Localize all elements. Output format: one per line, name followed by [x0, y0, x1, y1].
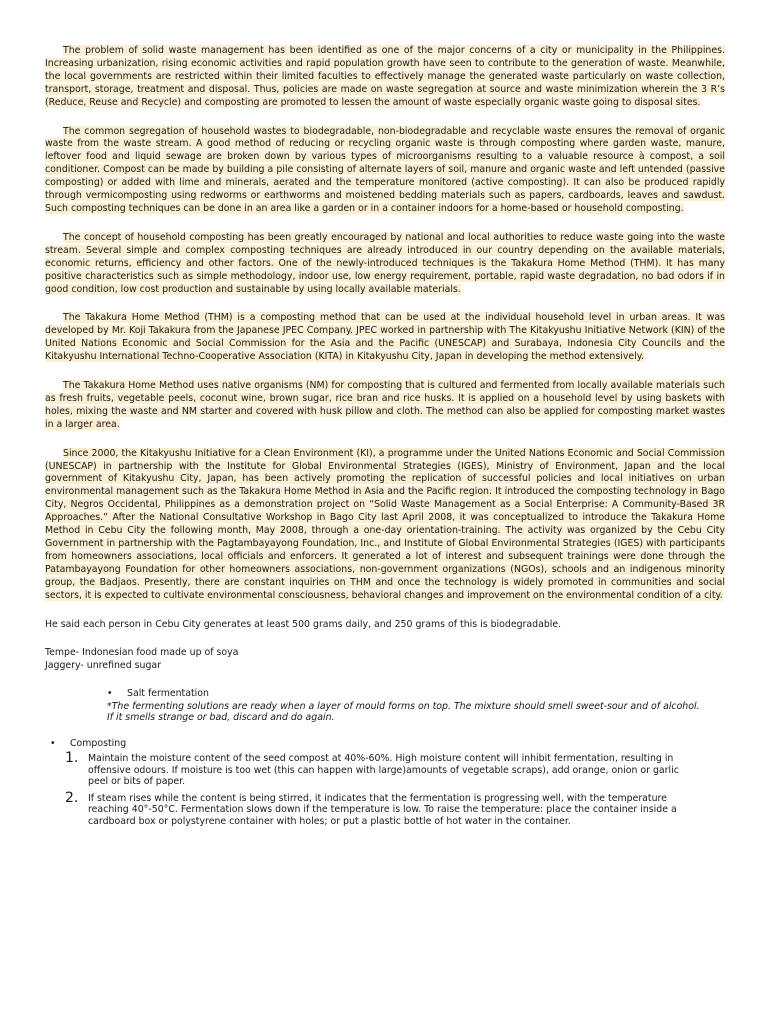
step-text: Maintain the moisture content of the seed compost at 40%-60%. High moisture content will inhibit fermentation, resulting in offensive odours. If moisture is too wet (this can happen with large)amounts of vegetable scraps), add orange, onion or garlic peel or bits of paper.	[88, 753, 679, 788]
document-page	[45, 45, 725, 832]
composting-section	[45, 738, 725, 751]
salt-fermentation-note: *The fermenting solutions are ready when a layer of mould forms on top. The mixture should smell sweet-sour and of alcohol. If it smells strange or bad, discard and do again.	[107, 700, 700, 724]
paragraph-household-composting	[45, 232, 725, 297]
bullet-icon: •	[50, 737, 56, 749]
bullet-icon: •	[107, 688, 113, 700]
salt-fermentation-title: Salt fermentation	[127, 688, 209, 700]
composting-title: Composting	[70, 737, 127, 749]
paragraph-text: The problem of solid waste management has been identified as one of the major concerns of a city or municipality in the Philippines. Increasing urbanization, rising economic activities and rapid population growth have seen to contribute to the generation of waste. Meanwhile, the local governments are restricted within their limited faculties to effectively manage the generated waste particularly on waste collection, transport, storage, treatment and disposal. Thus, policies are made on waste segregation at source and waste minimization wherein the 3 R’s (Reduce, Reuse and Recycle) and composting are promoted to lessen the amount of waste especially organic waste going to disposal sites.	[45, 45, 725, 108]
paragraph-waste-problem	[45, 45, 725, 110]
paragraph-native-organisms	[45, 380, 725, 432]
quote-cebu-waste: He said each person in Cebu City generates at least 500 grams daily, and 250 grams of this is biodegradable.	[45, 618, 562, 630]
salt-fermentation-section	[107, 688, 707, 724]
paragraph-takakura-origin	[45, 312, 725, 364]
paragraph-text: The Takakura Home Method uses native organisms (NM) for composting that is cultured and fermented from locally available materials such as fresh fruits, vegetable peels, coconut wine, brown sugar, rice bran and rice husks. It is applied on a household level by using baskets with holes, mixing the waste and NM starter and covered with husk pillow and cloth. The method can also be applied for composting market wastes in a larger area.	[45, 380, 725, 430]
paragraph-segregation	[45, 126, 725, 216]
step-number: 2.	[65, 789, 79, 806]
composting-step	[65, 789, 685, 828]
note-jaggery: Jaggery- unrefined sugar	[45, 659, 162, 671]
glossary-notes	[45, 647, 725, 672]
paragraph-text: The Takakura Home Method (THM) is a composting method that can be used at the individual household level in urban areas. It was developed by Mr. Koji Takakura from the Japanese JPEC Company. JPEC worked in partnership with The Kitakyushu Initiative Network (KIN) of the United Nations Economic and Social Commission for the Asia and the Pacific (UNESCAP) and Surabaya, Indonesia City Councils and the Kitakyushu International Techno-Cooperative Association (KITA) in Kitakyushu City, Japan in developing the method extensively.	[45, 312, 725, 363]
composting-step	[65, 750, 685, 788]
paragraph-text: Since 2000, the Kitakyushu Initiative for a Clean Environment (KI), a programme under the United Nations Economic and Social Commission (UNESCAP) in partnership with the Institute for Global Environmental Strategies (IGES), Ministry of Environment, Japan and the local government of Kitakyushu City, Japan, has been actively promoting the replication of successful policies and local initiatives on urban environmental management such as the Takakura Home Method in Asia and the Pacific region. It introduced the composting technology in Bago City, Negros Occidental, Philippines as a demonstration project on “Solid Waste Management as a Social Enterprise: A Community-Based 3R Approaches.” After the National Consultative Workshop in Bago City last April 2008, it was conceptualized to introduce the Takakura Home Method in Cebu City the following month, May 2008, through a one-day orientation-training. The activity was organized by the Cebu City Government in partnership with the Pagtambayayong Foundation, Inc., and Institute of Global Environmental Strategies (IGES) with participants from homeowners associations, local officials and enforcers. It generated a lot of interest and subsequent trainings were done through the Patambayayong Foundation for other homeowners associations, non-government organizations (NGOs), schools and an indigenous minority group, the Badjaos. Presently, there are constant inquiries on THM and once the technology is widely promoted in communities and social sectors, it is expected to cultivate environmental consciousness, behavioral changes and improvement on the environmental condition of a city.	[45, 447, 725, 601]
step-number: 1.	[65, 750, 79, 767]
composting-steps	[65, 750, 685, 827]
note-tempe: Tempe- Indonesian food made up of soya	[45, 647, 239, 659]
paragraph-kitakyushu-initiative	[45, 448, 725, 603]
paragraph-text: The concept of household composting has been greatly encouraged by national and local authorities to reduce waste going into the waste stream. Several simple and complex composting techniques are already introduced in our country depending on the available materials, economic returns, efficiency and other factors. One of the newly-introduced techniques is the Takakura Home Method (THM). It has many positive characteristics such as simple methodology, indoor use, low energy requirement, portable, rapid waste degradation, no bad odors if in good condition, low cost production and sustainable by using locally available materials.	[45, 231, 725, 295]
step-text: If steam rises while the content is being stirred, it indicates that the fermentation is progressing well, with the temperature reaching 40°-50°C. Fermentation slows down if the temperature is low. To raise the temperature: place the container inside a cardboard box or polystyrene container with holes; or put a plastic bottle of hot water in the container.	[88, 792, 677, 827]
paragraph-text: The common segregation of household wastes to biodegradable, non-biodegradable and recyclable waste ensures the removal of organic waste from the waste stream. A good method of reducing or recycling organic waste is through composting where garden waste, manure, leftover food and liquid sewage are broken down by various types of microorganisms resulting to a valuable resource à compost, a soil conditioner. Compost can be made by building a pile consisting of alternate layers of soil, manure and organic waste and left untended (passive composting) or added with lime and minerals, aerated and the temperature monitored (active composting). It can also be produced rapidly through vermicomposting using redworms or earthworms and moistened bedding materials such as papers, cardboards, leaves and sawdust. Such composting techniques can be done in an area like a garden or in a container indoors for a home-based or household composting.	[45, 125, 725, 214]
salt-fermentation-item	[107, 688, 707, 701]
